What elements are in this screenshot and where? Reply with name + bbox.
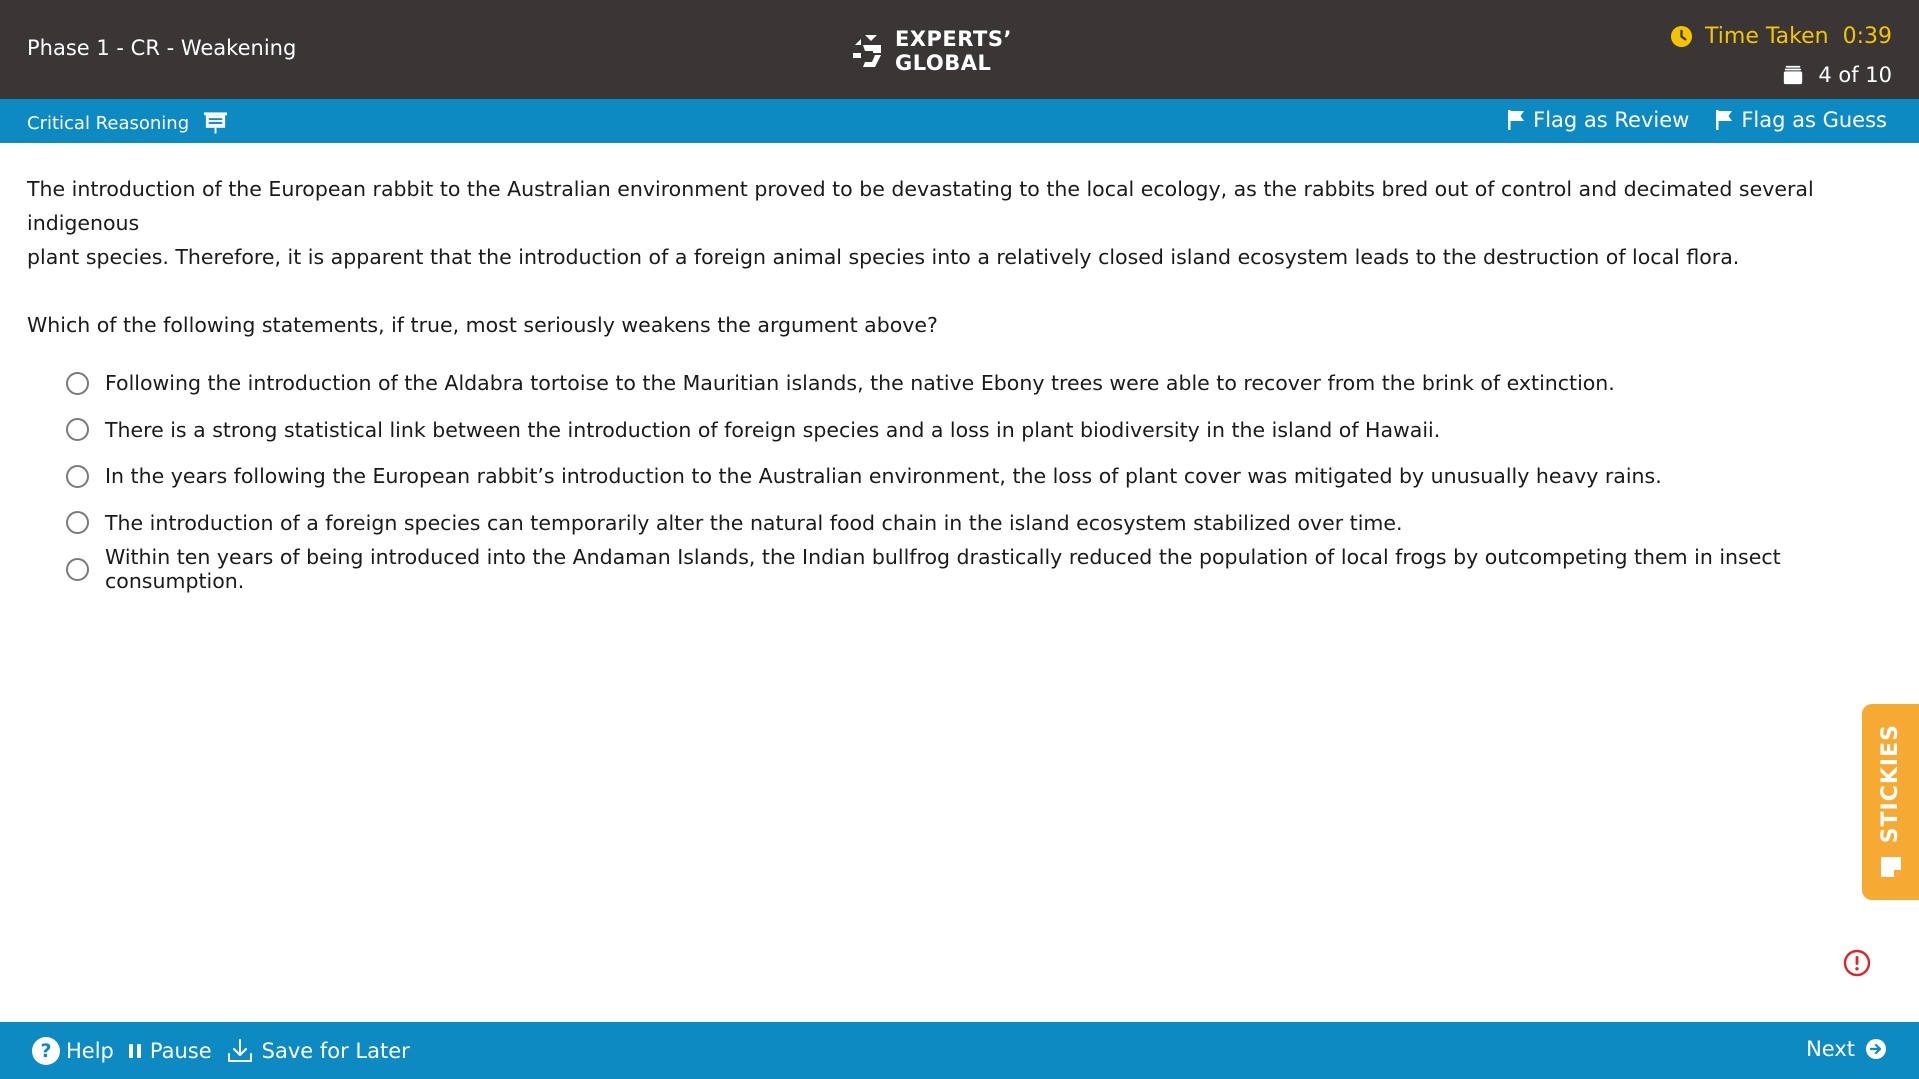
logo-line-1: EXPERTS’ bbox=[895, 27, 1012, 51]
download-icon bbox=[226, 1037, 254, 1065]
logo-mark-icon bbox=[851, 31, 887, 71]
flag-as-review-button[interactable] bbox=[1507, 108, 1689, 132]
timer bbox=[1670, 24, 1892, 49]
flag-icon bbox=[1507, 109, 1525, 131]
question-counter bbox=[1782, 63, 1892, 87]
answer-option-a[interactable] bbox=[27, 360, 1847, 407]
next-button[interactable] bbox=[1806, 1037, 1887, 1061]
radio-button[interactable] bbox=[66, 372, 89, 395]
radio-button[interactable] bbox=[66, 511, 89, 534]
section-toolbar bbox=[0, 99, 1919, 143]
radio-button[interactable] bbox=[66, 465, 89, 488]
sticky-note-icon bbox=[1878, 854, 1904, 880]
flag-controls bbox=[1507, 108, 1887, 132]
stimulus-line: The introduction of the European rabbit to the Australian environment proved to be devastating to the local ecology, as the rabbits bred out of control and decimated several indigenous bbox=[27, 177, 1814, 235]
question-prompt: Which of the following statements, if true, most seriously weakens the argument above? bbox=[27, 313, 938, 337]
option-text: In the years following the European rabbit’s introduction to the Australian environment, the loss of plant cover was mitigated by unusually heavy rains. bbox=[105, 464, 1662, 489]
help-icon: ? bbox=[32, 1037, 60, 1065]
test-title: Phase 1 - CR - Weakening bbox=[27, 36, 297, 60]
clock-icon bbox=[1670, 25, 1693, 48]
question-stack-icon bbox=[1782, 64, 1804, 86]
flag-review-label: Flag as Review bbox=[1533, 108, 1690, 132]
radio-button[interactable] bbox=[66, 558, 89, 581]
section-label bbox=[27, 110, 228, 136]
answer-option-d[interactable] bbox=[27, 500, 1847, 547]
arrow-right-circle-icon bbox=[1865, 1038, 1887, 1060]
option-text: There is a strong statistical link between the introduction of foreign species and a loss in plant biodiversity in the island of Hawaii. bbox=[105, 417, 1441, 442]
time-taken-value: 0:39 bbox=[1842, 24, 1892, 49]
logo-text bbox=[895, 27, 1012, 75]
logo-line-2: GLOBAL bbox=[895, 51, 992, 75]
presentation-icon bbox=[203, 110, 228, 136]
answer-option-c[interactable] bbox=[27, 453, 1847, 500]
stickies-tab[interactable] bbox=[1862, 704, 1919, 900]
flag-as-guess-button[interactable] bbox=[1715, 108, 1887, 132]
bottom-left-controls bbox=[32, 1037, 410, 1065]
pause-icon bbox=[128, 1043, 142, 1059]
section-name: Critical Reasoning bbox=[27, 112, 190, 134]
save-label: Save for Later bbox=[261, 1039, 410, 1063]
question-content bbox=[27, 172, 1847, 593]
pause-button[interactable] bbox=[128, 1039, 212, 1063]
stickies-label: STICKIES bbox=[1878, 724, 1903, 844]
option-text: Within ten years of being introduced into the Andaman Islands, the Indian bullfrog drastically reduced the population of local frogs by outcompeting them in insect consumption. bbox=[105, 545, 1781, 594]
time-taken-label: Time Taken bbox=[1705, 24, 1829, 49]
save-for-later-button[interactable] bbox=[226, 1037, 410, 1065]
next-label: Next bbox=[1806, 1037, 1855, 1061]
help-label: Help bbox=[66, 1039, 114, 1063]
report-issue-icon[interactable] bbox=[1843, 949, 1871, 977]
pause-label: Pause bbox=[149, 1039, 212, 1063]
help-button[interactable] bbox=[32, 1037, 114, 1065]
answer-option-b[interactable] bbox=[27, 407, 1847, 454]
radio-button[interactable] bbox=[66, 418, 89, 441]
top-header bbox=[0, 0, 1919, 99]
option-text: The introduction of a foreign species can temporarily alter the natural food chain in the island ecosystem stabilized over time. bbox=[105, 510, 1403, 535]
question-stimulus bbox=[27, 172, 1847, 274]
flag-icon bbox=[1715, 109, 1733, 131]
bottom-navigation bbox=[0, 1022, 1919, 1079]
answer-options bbox=[27, 360, 1847, 593]
option-text: Following the introduction of the Aldabra tortoise to the Mauritian islands, the native Ebony trees were able to recover from the brink of extinction. bbox=[105, 371, 1615, 396]
experts-global-logo bbox=[851, 26, 1012, 76]
question-counter-text: 4 of 10 bbox=[1818, 63, 1892, 87]
flag-guess-label: Flag as Guess bbox=[1741, 108, 1887, 132]
answer-option-e[interactable] bbox=[27, 546, 1847, 593]
stimulus-line: plant species. Therefore, it is apparent that the introduction of a foreign animal species into a relatively closed island ecosystem leads to the destruction of local flora. bbox=[27, 245, 1740, 269]
